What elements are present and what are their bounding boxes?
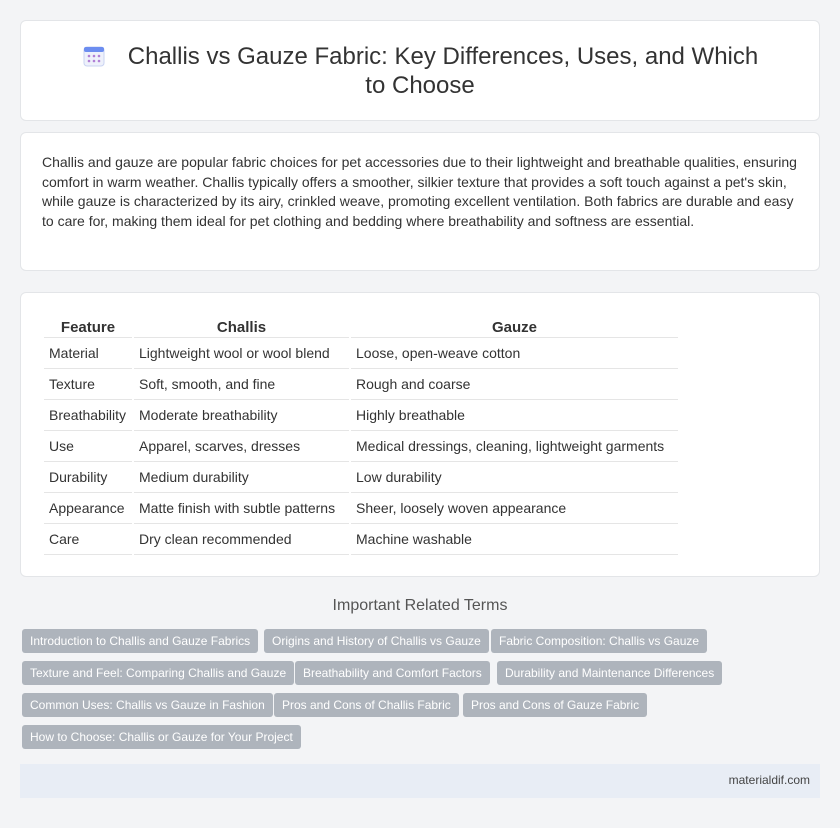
table-row xyxy=(44,524,678,555)
related-tag-link[interactable]: Origins and History of Challis vs Gauze xyxy=(264,629,489,653)
cell-gauze: Rough and coarse xyxy=(351,369,678,400)
header-feature: Feature xyxy=(44,313,132,338)
related-tag-link[interactable]: Introduction to Challis and Gauze Fabrics xyxy=(22,629,258,653)
table-row xyxy=(44,493,678,524)
table-row xyxy=(44,400,678,431)
header-challis: Challis xyxy=(134,313,349,338)
cell-challis: Matte finish with subtle patterns xyxy=(134,493,349,524)
cell-feature: Material xyxy=(44,338,132,369)
header-gauze: Gauze xyxy=(351,313,678,338)
related-tag-link[interactable]: Pros and Cons of Gauze Fabric xyxy=(463,693,647,717)
related-tag-link[interactable]: Breathability and Comfort Factors xyxy=(295,661,490,685)
page-title-wrap xyxy=(21,42,819,100)
cell-gauze: Medical dressings, cleaning, lightweight garments xyxy=(351,431,678,462)
intro-card xyxy=(20,132,820,271)
related-tag-link[interactable]: Durability and Maintenance Differences xyxy=(497,661,722,685)
table-header-row xyxy=(44,313,678,338)
cell-challis: Apparel, scarves, dresses xyxy=(134,431,349,462)
cell-challis: Dry clean recommended xyxy=(134,524,349,555)
related-terms-title: Important Related Terms xyxy=(332,597,508,614)
related-tag-link[interactable]: Common Uses: Challis vs Gauze in Fashion xyxy=(22,693,273,717)
cell-feature: Use xyxy=(44,431,132,462)
table-row xyxy=(44,462,678,493)
intro-paragraph: Challis and gauze are popular fabric choices for pet accessories due to their lightweight and breathable qualities, ensuring comfort in warm weather. Challis typically offers a smoother, silkier texture that provides a soft touch against a pet's skin, while gauze is characterized by its airy, crinkled weave, promoting excellent ventilation. Both fabrics are durable and easy to care for, making them ideal for pet clothing and bedding where breathability and softness are essential. xyxy=(42,154,797,229)
related-tag-link[interactable]: Fabric Composition: Challis vs Gauze xyxy=(491,629,707,653)
calendar-icon xyxy=(82,44,106,68)
header-card xyxy=(20,20,820,121)
related-tag-link[interactable]: Texture and Feel: Comparing Challis and Gauze xyxy=(22,661,294,685)
cell-gauze: Machine washable xyxy=(351,524,678,555)
cell-challis: Moderate breathability xyxy=(134,400,349,431)
comparison-table xyxy=(42,313,680,555)
page-title: Challis vs Gauze Fabric: Key Differences, Uses, and Which to Choose xyxy=(127,43,759,99)
cell-gauze: Low durability xyxy=(351,462,678,493)
table-row xyxy=(44,338,678,369)
cell-feature: Durability xyxy=(44,462,132,493)
cell-challis: Lightweight wool or wool blend xyxy=(134,338,349,369)
footer xyxy=(20,764,820,798)
cell-gauze: Sheer, loosely woven appearance xyxy=(351,493,678,524)
table-row xyxy=(44,431,678,462)
cell-challis: Soft, smooth, and fine xyxy=(134,369,349,400)
related-tag-link[interactable]: Pros and Cons of Challis Fabric xyxy=(274,693,459,717)
cell-feature: Texture xyxy=(44,369,132,400)
cell-gauze: Highly breathable xyxy=(351,400,678,431)
table-row xyxy=(44,369,678,400)
cell-challis: Medium durability xyxy=(134,462,349,493)
cell-feature: Care xyxy=(44,524,132,555)
cell-feature: Breathability xyxy=(44,400,132,431)
cell-feature: Appearance xyxy=(44,493,132,524)
comparison-card xyxy=(20,292,820,577)
related-tag-link[interactable]: How to Choose: Challis or Gauze for Your Project xyxy=(22,725,301,749)
cell-gauze: Loose, open-weave cotton xyxy=(351,338,678,369)
footer-site[interactable]: materialdif.com xyxy=(728,773,810,787)
